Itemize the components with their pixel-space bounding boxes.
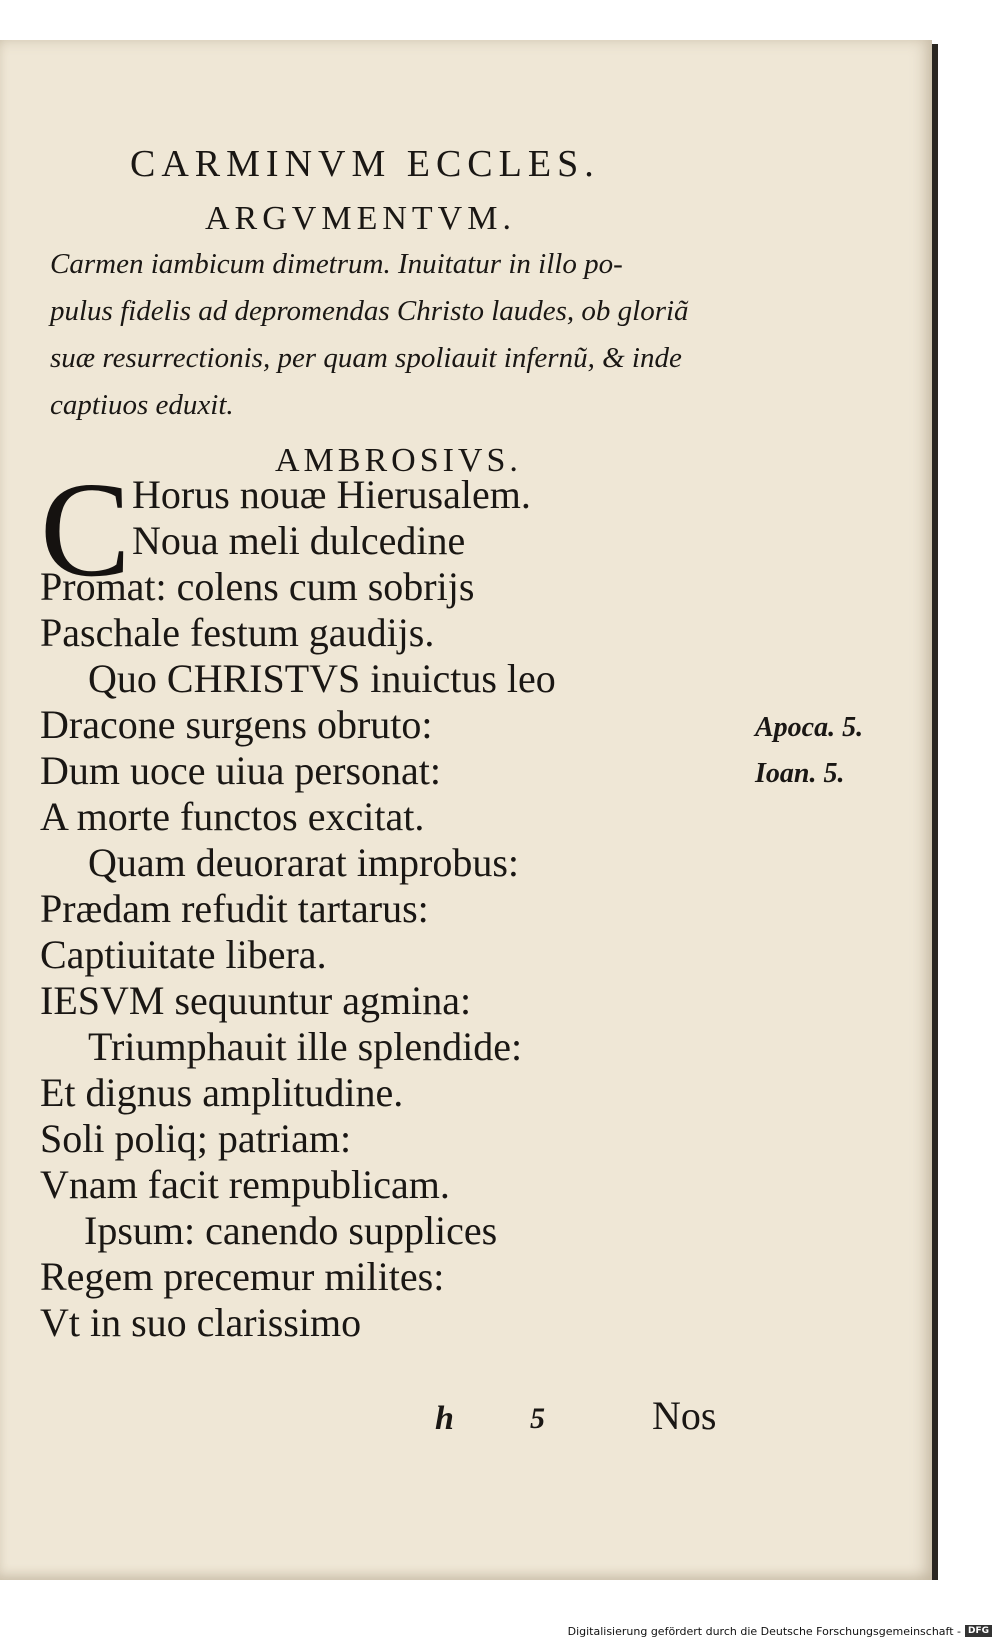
verse-line: Soli poliq; patriam: bbox=[40, 1116, 352, 1161]
page-edge-shadow bbox=[932, 44, 938, 1580]
footer-text: Digitalisierung gefördert durch die Deutsche Forschungsgemeinschaft - bbox=[567, 1624, 961, 1638]
marginal-note: Ioan. 5. bbox=[755, 758, 845, 789]
verse-line: Noua meli dulcedine bbox=[132, 518, 466, 563]
verse-line: Et dignus amplitudine. bbox=[40, 1070, 404, 1115]
verse-line: Ipsum: canendo supplices bbox=[84, 1208, 498, 1253]
page-text bbox=[0, 40, 932, 1580]
verse-line: Dracone surgens obruto: bbox=[40, 702, 433, 747]
catchword: Nos bbox=[652, 1393, 717, 1438]
digitization-footer bbox=[568, 1624, 992, 1638]
verse-line: IESVM sequuntur agmina: bbox=[40, 978, 472, 1023]
signature-mark: h bbox=[435, 1400, 454, 1437]
dfg-logo: DFG bbox=[965, 1625, 992, 1637]
drop-cap: C bbox=[40, 455, 131, 605]
argument-line: pulus fidelis ad depromendas Christo laudes, ob gloriã bbox=[50, 295, 689, 327]
book-page bbox=[0, 40, 932, 1580]
argument-line: suæ resurrectionis, per quam spoliauit infernũ, & inde bbox=[50, 342, 682, 374]
verse-line: A morte functos excitat. bbox=[40, 794, 425, 839]
verse-line: Regem precemur milites: bbox=[40, 1254, 445, 1299]
verse-line: Captiuitate libera. bbox=[40, 932, 327, 977]
verse-line: Quo CHRISTVS inuictus leo bbox=[88, 656, 556, 701]
verse-line: Triumphauit ille splendide: bbox=[88, 1024, 523, 1069]
marginal-note: Apoca. 5. bbox=[755, 712, 864, 743]
argument-line: Carmen iambicum dimetrum. Inuitatur in illo po- bbox=[50, 248, 623, 280]
page-number: 5 bbox=[530, 1402, 545, 1435]
argument-heading: ARGVMENTVM. bbox=[205, 200, 516, 237]
verse-line: Vnam facit rempublicam. bbox=[40, 1162, 450, 1207]
verse-line: Dum uoce uiua personat: bbox=[40, 748, 441, 793]
verse-line: Promat: colens cum sobrijs bbox=[40, 564, 475, 609]
author-heading: AMBROSIVS. bbox=[275, 442, 522, 479]
verse-line: Quam deuorarat improbus: bbox=[88, 840, 519, 885]
verse-line: Vt in suo clarissimo bbox=[40, 1300, 362, 1345]
verse-line: Prædam refudit tartarus: bbox=[40, 886, 429, 931]
verse-line: Horus nouæ Hierusalem. bbox=[132, 472, 531, 517]
running-head: CARMINVM ECCLES. bbox=[130, 143, 600, 185]
verse-line: Paschale festum gaudijs. bbox=[40, 610, 435, 655]
argument-line: captiuos eduxit. bbox=[50, 389, 234, 421]
